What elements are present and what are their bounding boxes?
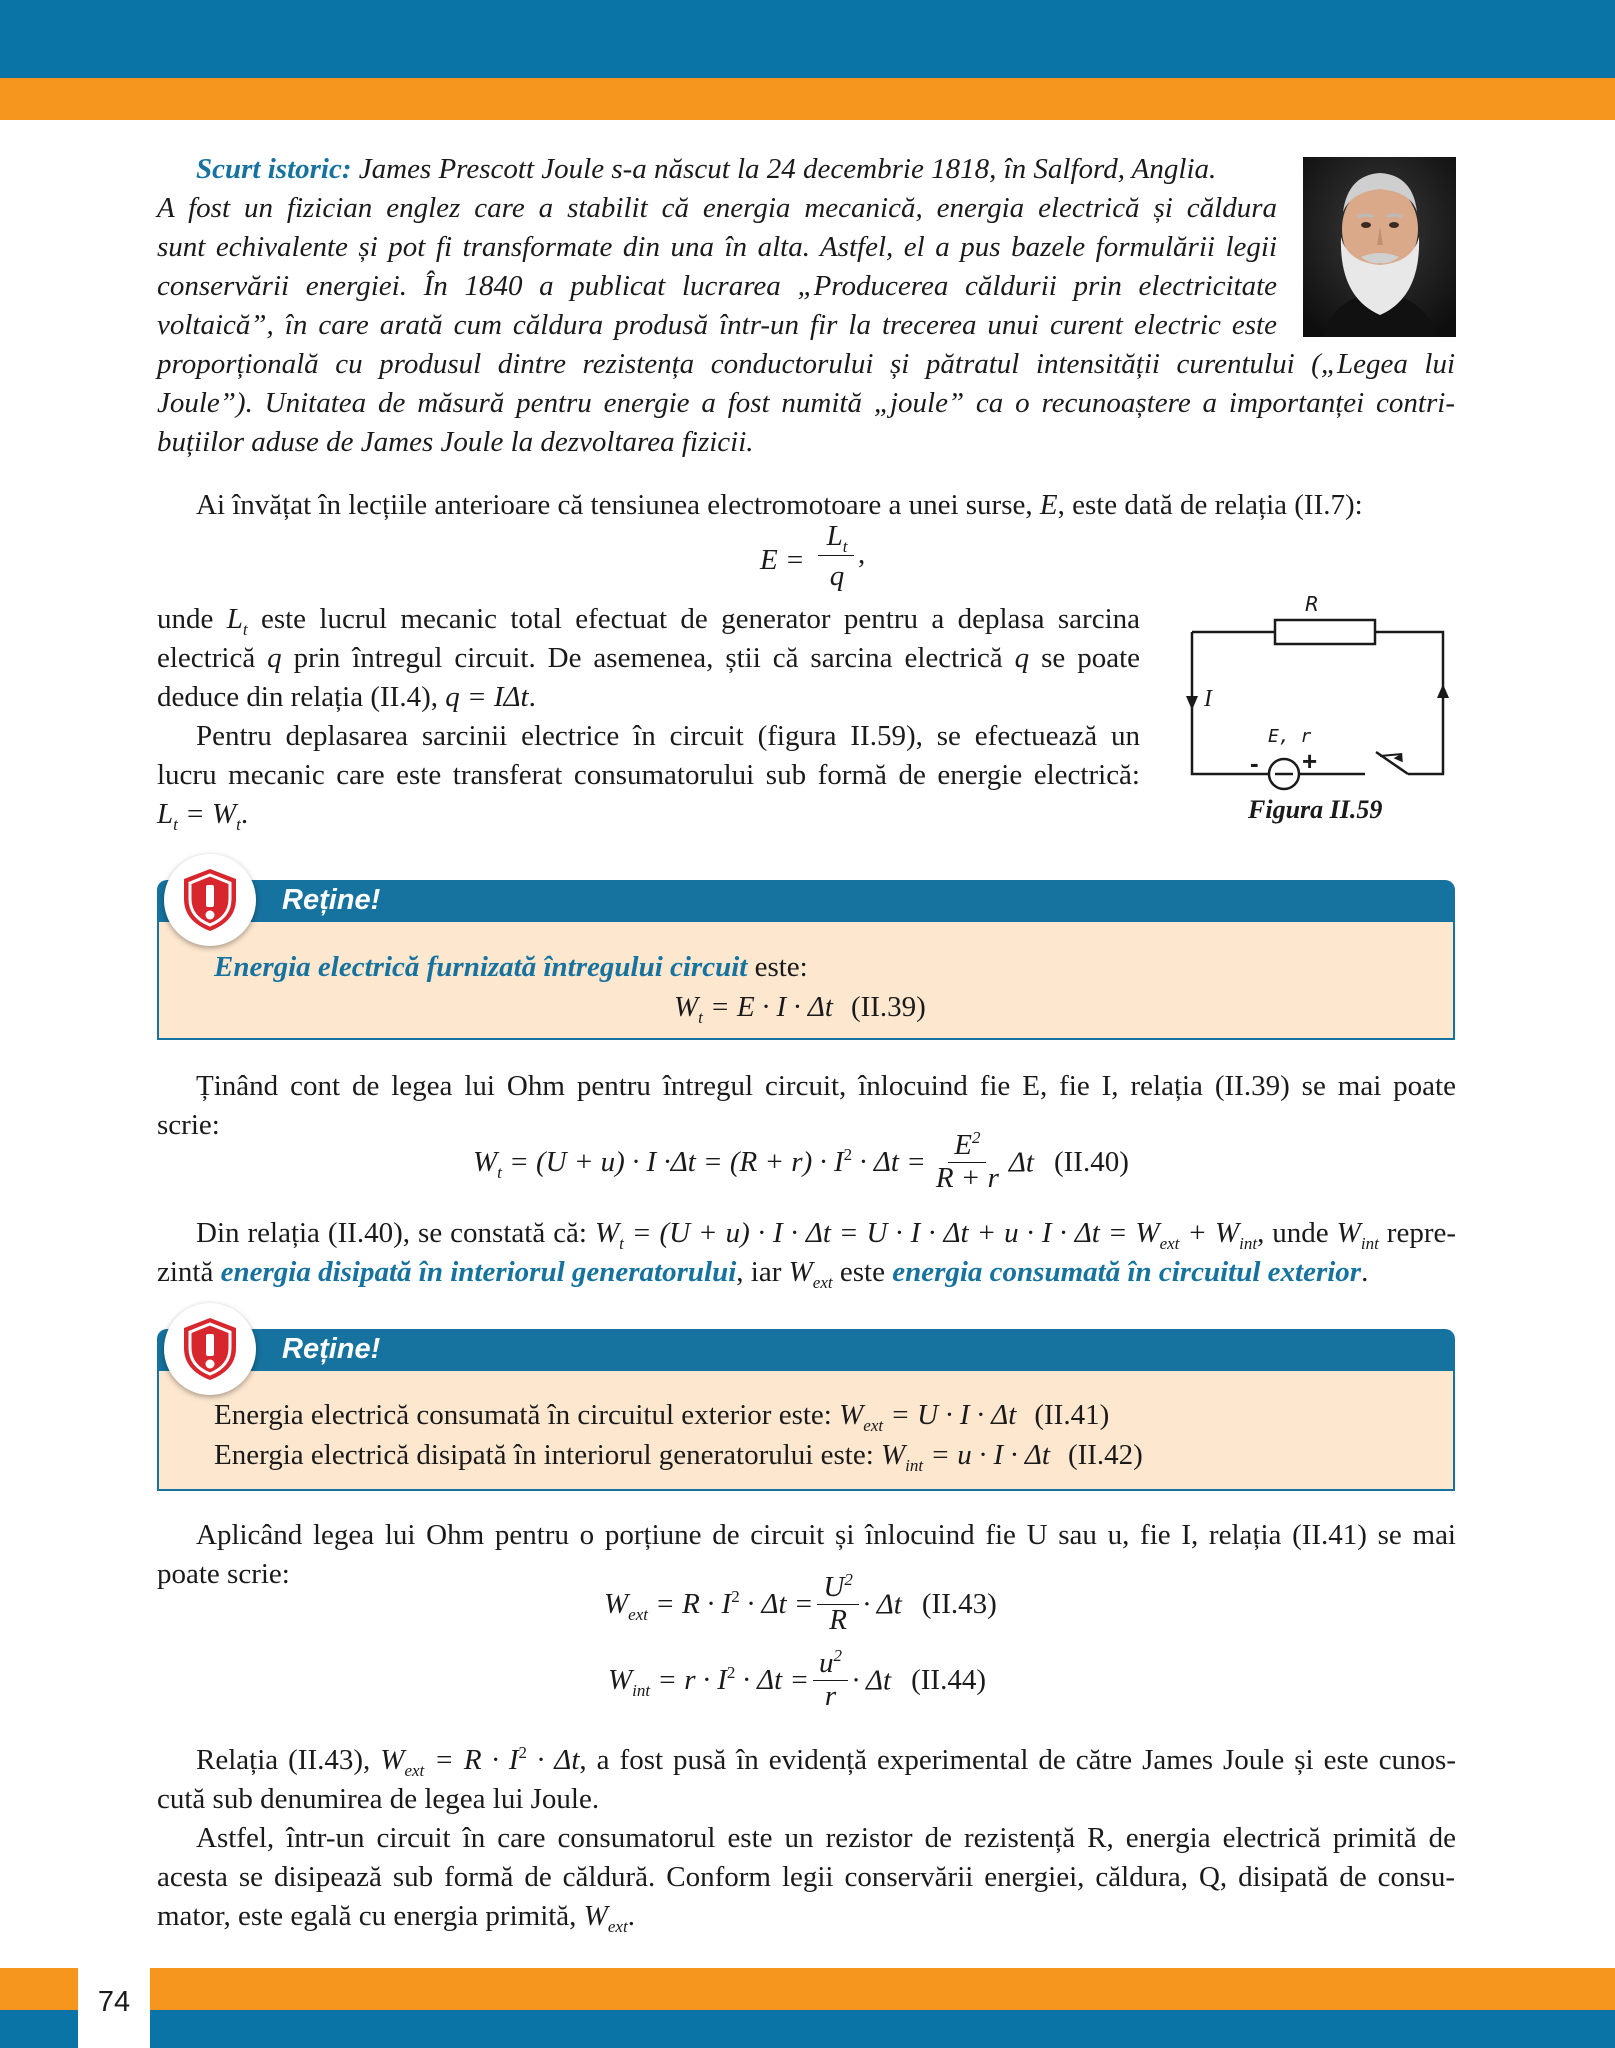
note-2-line-2: Energia electrică disipată în interiorul generatorului este: $W_{int} = u \cdot I \cdot \Delta t$ (II.42) — [214, 1439, 1143, 1475]
note-1-equation: $W_t = E \cdot I \cdot \Delta t$ (II.39) — [674, 991, 926, 1027]
note-1-header: Reține! — [157, 880, 1455, 920]
label-emf-r: E, r — [1268, 726, 1312, 747]
paragraph-energy-split-line-2: zintă energia disipată în interiorul generatorului, iar $W_{ext}$ este energia consumată în circuitul exterior. — [157, 1256, 1369, 1292]
paragraph-heat-line-1: Astfel, într-un circuit în care consumatorul este un rezistor de rezistență R, energia electrică primită de — [196, 1822, 1456, 1854]
figure-caption: Figura II.59 — [1248, 795, 1383, 824]
shield-alert-icon — [180, 867, 240, 933]
history-line-7: Joule”). Unitatea de măsură pentru energie a fost numită „joule” ca o recunoaștere a importanței contri- — [157, 387, 1455, 419]
note-2-header: Reține! — [157, 1329, 1455, 1369]
note-1-badge — [164, 854, 256, 946]
paragraph-work-line-3: deduce din relația (II.4), q = IΔt. — [157, 681, 536, 713]
history-heading: Scurt istoric: — [196, 153, 352, 185]
equation-II-40: $W_t = (U + u) \cdot I \cdot\Delta t = (R + r) \cdot I^2 \cdot \Delta t$ = $\frac{E^2}{R + r}$ Δt (II.40) — [473, 1128, 1129, 1194]
paragraph-work-line-2: electrică q prin întregul circuit. De asemenea, știi că sarcina electrică q se poate — [157, 642, 1140, 674]
header-orange-band — [0, 78, 1615, 120]
paragraph-portion-line-2: poate scrie: — [157, 1558, 290, 1590]
paragraph-ohm-line-2: scrie: — [157, 1109, 220, 1141]
footer-blue-band — [0, 2010, 1615, 2048]
joule-portrait — [1303, 157, 1456, 337]
paragraph-joule-law-line-1: Relația (II.43), $W_{ext} = R \cdot I^2 \cdot \Delta t$, a fost pusă în evidență experimental de către James Joule și este cunos- — [196, 1743, 1457, 1780]
note-2-badge — [164, 1303, 256, 1395]
label-I: I — [1204, 686, 1212, 712]
paragraph-ohm-line-1: Ținând cont de legea lui Ohm pentru întregul circuit, înlocuind fie E, fie I, relația (II.39) se mai poate — [196, 1070, 1456, 1102]
paragraph-heat-line-2: acesta se disipează sub formă de căldură. Conform legii conservării energiei, căldura, Q, disipată de consu- — [157, 1861, 1455, 1893]
note-2-line-1: Energia electrică consumată în circuitul exterior este: $W_{ext} = U \cdot I \cdot \Delta t$ (II.41) — [214, 1399, 1110, 1435]
paragraph-emf-intro: Ai învățat în lecțiile anterioare că tensiunea electromotoare a unei surse, E, este dată de relația (II.7): — [196, 489, 1363, 521]
paragraph-transfer-line-2: lucru mecanic care este transferat consumatorului sub formă de energie electrică: — [157, 759, 1140, 791]
history-line-4: conservării energiei. În 1840 a publicat lucrarea „Producerea căldurii prin electricitate — [157, 270, 1277, 302]
shield-alert-icon — [180, 1316, 240, 1382]
history-line-2: A fost un fizician englez care a stabilit că energia mecanică, energia electrică și căldura — [157, 192, 1277, 224]
paragraph-work-line-1: unde $L_t$ este lucrul mecanic total efectuat de generator pentru a deplasa sarcina — [157, 603, 1140, 639]
history-line-6: proporțională cu produsul dintre rezistența conductorului și pătratul intensității curentului („Legea lui — [157, 348, 1455, 380]
label-R: R — [1305, 592, 1319, 616]
history-line-8: buțiilor aduse de James Joule la dezvoltarea fizicii. — [157, 426, 754, 458]
circuit-figure — [1180, 592, 1450, 798]
footer-orange-band — [0, 1968, 1615, 2010]
label-minus: - — [1250, 748, 1259, 778]
paragraph-transfer-line-1: Pentru deplasarea sarcinii electrice în circuit (figura II.59), se efectuează un — [196, 720, 1140, 752]
label-plus: + — [1302, 746, 1318, 776]
paragraph-joule-law-line-2: cută sub denumirea de legea lui Joule. — [157, 1783, 600, 1815]
equation-II-43: $W_{ext} = R \cdot I^2 \cdot \Delta t$ = $\frac{U^2}{R}$ · Δt (II.43) — [604, 1570, 997, 1636]
page-number: 74 — [78, 1968, 150, 2048]
paragraph-heat-line-3: mator, este egală cu energia primită, $W_{ext}$. — [157, 1900, 635, 1936]
history-line-3: sunt echivalente și pot fi transformate din una în alta. Astfel, el a pus bazele formulării legii — [157, 231, 1277, 263]
note-1-text: Energia electrică furnizată întregului circuit este: — [214, 951, 808, 983]
equation-emf: E = $L_t$ q , — [760, 520, 866, 592]
header-blue-band — [0, 0, 1615, 78]
history-line-5: voltaică”, în care arată cum căldura produsă într-un fir la trecerea unui curent electric este — [157, 309, 1277, 341]
equation-lt-wt: $L_t = W_t$. — [157, 798, 249, 834]
paragraph-portion-line-1: Aplicând legea lui Ohm pentru o porțiune de circuit și înlocuind fie U sau u, fie I, relația (II.41) se mai — [196, 1519, 1456, 1551]
history-line-1: Scurt istoric: James Prescott Joule s-a născut la 24 decembrie 1818, în Salford, Anglia. — [196, 153, 1217, 185]
equation-II-44: $W_{int} = r \cdot I^2 \cdot \Delta t$ = $\frac{u^2}{r}$ · Δt (II.44) — [608, 1646, 986, 1712]
paragraph-energy-split-line-1: Din relația (II.40), se constată că: $W_t = (U + u) \cdot I \cdot \Delta t = U \cdot I \cdot \Delta t + u \cdot I \cdot \Delta t = W_{ext} + W_{int}$, unde $W_{int}$ repre- — [196, 1217, 1457, 1253]
